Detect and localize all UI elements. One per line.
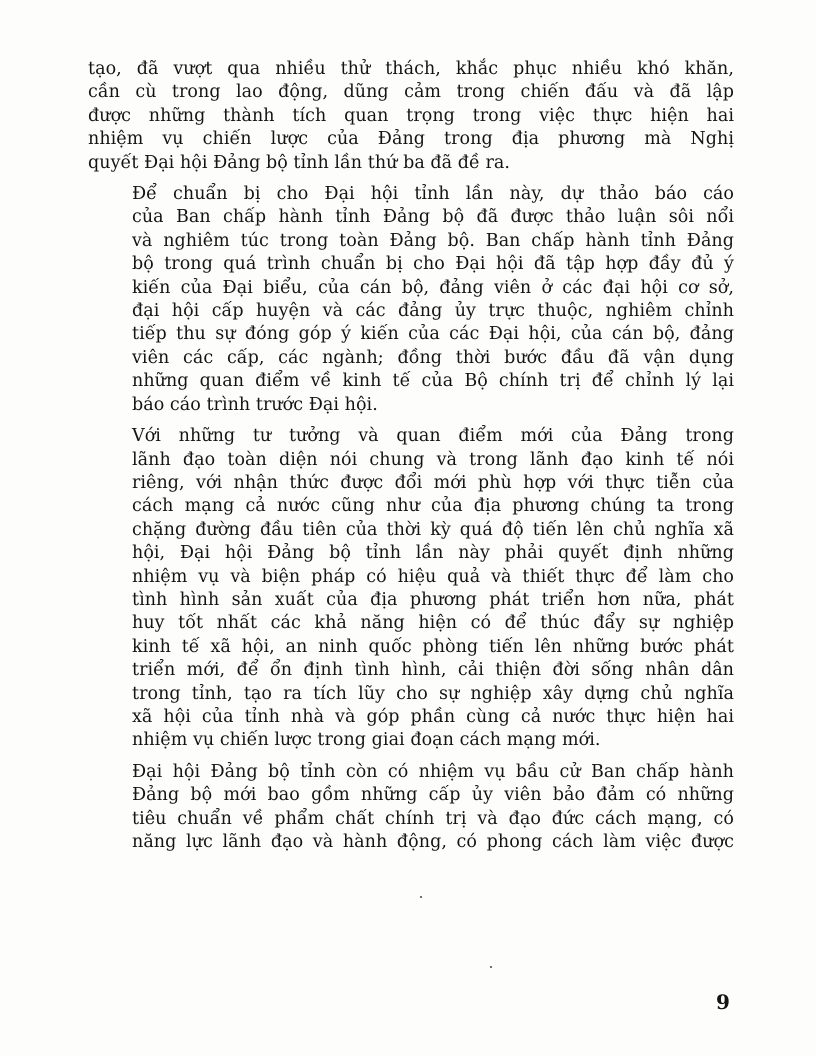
paragraph-3: [88, 425, 734, 753]
text-line: quyết Đại hội Đảng bộ tỉnh lần thứ ba đã đề ra.: [88, 152, 510, 173]
text-line: triển mới, để ổn định tình hình, cải thiện đời sống nhân dân: [132, 660, 734, 681]
text-line: của Ban chấp hành tỉnh Đảng bộ đã được thảo luận sôi nổi: [132, 207, 734, 228]
print-speck: [420, 896, 422, 898]
text-line: tiêu chuẩn về phẩm chất chính trị và đạo đức cách mạng, có: [132, 808, 734, 829]
text-line: được những thành tích quan trọng trong việc thực hiện hai: [88, 105, 734, 126]
text-line: cách mạng cả nước cũng như của địa phương chúng ta trong: [132, 496, 734, 517]
text-line: và nghiêm túc trong toàn Đảng bộ. Ban chấp hành tỉnh Đảng: [132, 230, 734, 251]
text-line: đại hội cấp huyện và các đảng ủy trực thuộc, nghiêm chỉnh: [132, 301, 734, 322]
text-line: Đại hội Đảng bộ tỉnh còn có nhiệm vụ bầu cử Ban chấp hành: [132, 761, 734, 782]
text-line: báo cáo trình trước Đại hội.: [132, 394, 378, 415]
text-line: viên các cấp, các ngành; đồng thời bước đầu đã vận dụng: [132, 347, 734, 368]
print-speck: [490, 966, 492, 968]
body-text: [88, 58, 734, 862]
page-number: 9: [716, 990, 730, 1014]
text-line: Để chuẩn bị cho Đại hội tỉnh lần này, dự thảo báo cáo: [132, 184, 734, 205]
text-line: riêng, với nhận thức được đổi mới phù hợp với thực tiễn của: [132, 472, 734, 493]
text-line: những quan điểm về kinh tế của Bộ chính trị để chỉnh lý lại: [132, 371, 734, 392]
text-line: tình hình sản xuất của địa phương phát triển hơn nữa, phát: [132, 589, 734, 610]
text-line: cần cù trong lao động, dũng cảm trong chiến đấu và đã lập: [88, 82, 734, 103]
text-line: nhiệm vụ và biện pháp có hiệu quả và thiết thực để làm cho: [132, 566, 734, 587]
text-line: Đảng bộ mới bao gồm những cấp ủy viên bảo đảm có những: [132, 785, 734, 806]
text-line: chặng đường đầu tiên của thời kỳ quá độ tiến lên chủ nghĩa xã: [132, 519, 734, 540]
text-line: huy tốt nhất các khả năng hiện có để thúc đẩy sự nghiệp: [132, 613, 734, 634]
text-line: kiến của Đại biểu, của cán bộ, đảng viên ở các đại hội cơ sở,: [132, 277, 734, 298]
text-line: tiếp thu sự đóng góp ý kiến của các Đại hội, của cán bộ, đảng: [132, 324, 734, 345]
text-line: xã hội của tỉnh nhà và góp phần cùng cả nước thực hiện hai: [132, 706, 734, 727]
text-line: năng lực lãnh đạo và hành động, có phong cách làm việc được: [132, 832, 734, 852]
text-line: bộ trong quá trình chuẩn bị cho Đại hội đã tập hợp đầy đủ ý: [132, 254, 734, 275]
text-line: nhiệm vụ chiến lược trong giai đoạn cách mạng mới.: [132, 730, 601, 751]
text-line: Với những tư tưởng và quan điểm mới của Đảng trong: [132, 426, 734, 447]
paragraph-1: [88, 58, 734, 175]
text-line: lãnh đạo toàn diện nói chung và trong lãnh đạo kinh tế nói: [132, 449, 734, 470]
text-line: nhiệm vụ chiến lược của Đảng trong địa phương mà Nghị: [88, 129, 734, 150]
paragraph-2: [88, 183, 734, 417]
text-line: trong tỉnh, tạo ra tích lũy cho sự nghiệp xây dựng chủ nghĩa: [132, 683, 734, 704]
text-line: hội, Đại hội Đảng bộ tỉnh lần này phải quyết định những: [132, 543, 734, 564]
text-line: kinh tế xã hội, an ninh quốc phòng tiến lên những bước phát: [132, 636, 734, 657]
paragraph-4: [88, 761, 734, 855]
text-line: tạo, đã vượt qua nhiều thử thách, khắc phục nhiều khó khăn,: [88, 59, 734, 79]
